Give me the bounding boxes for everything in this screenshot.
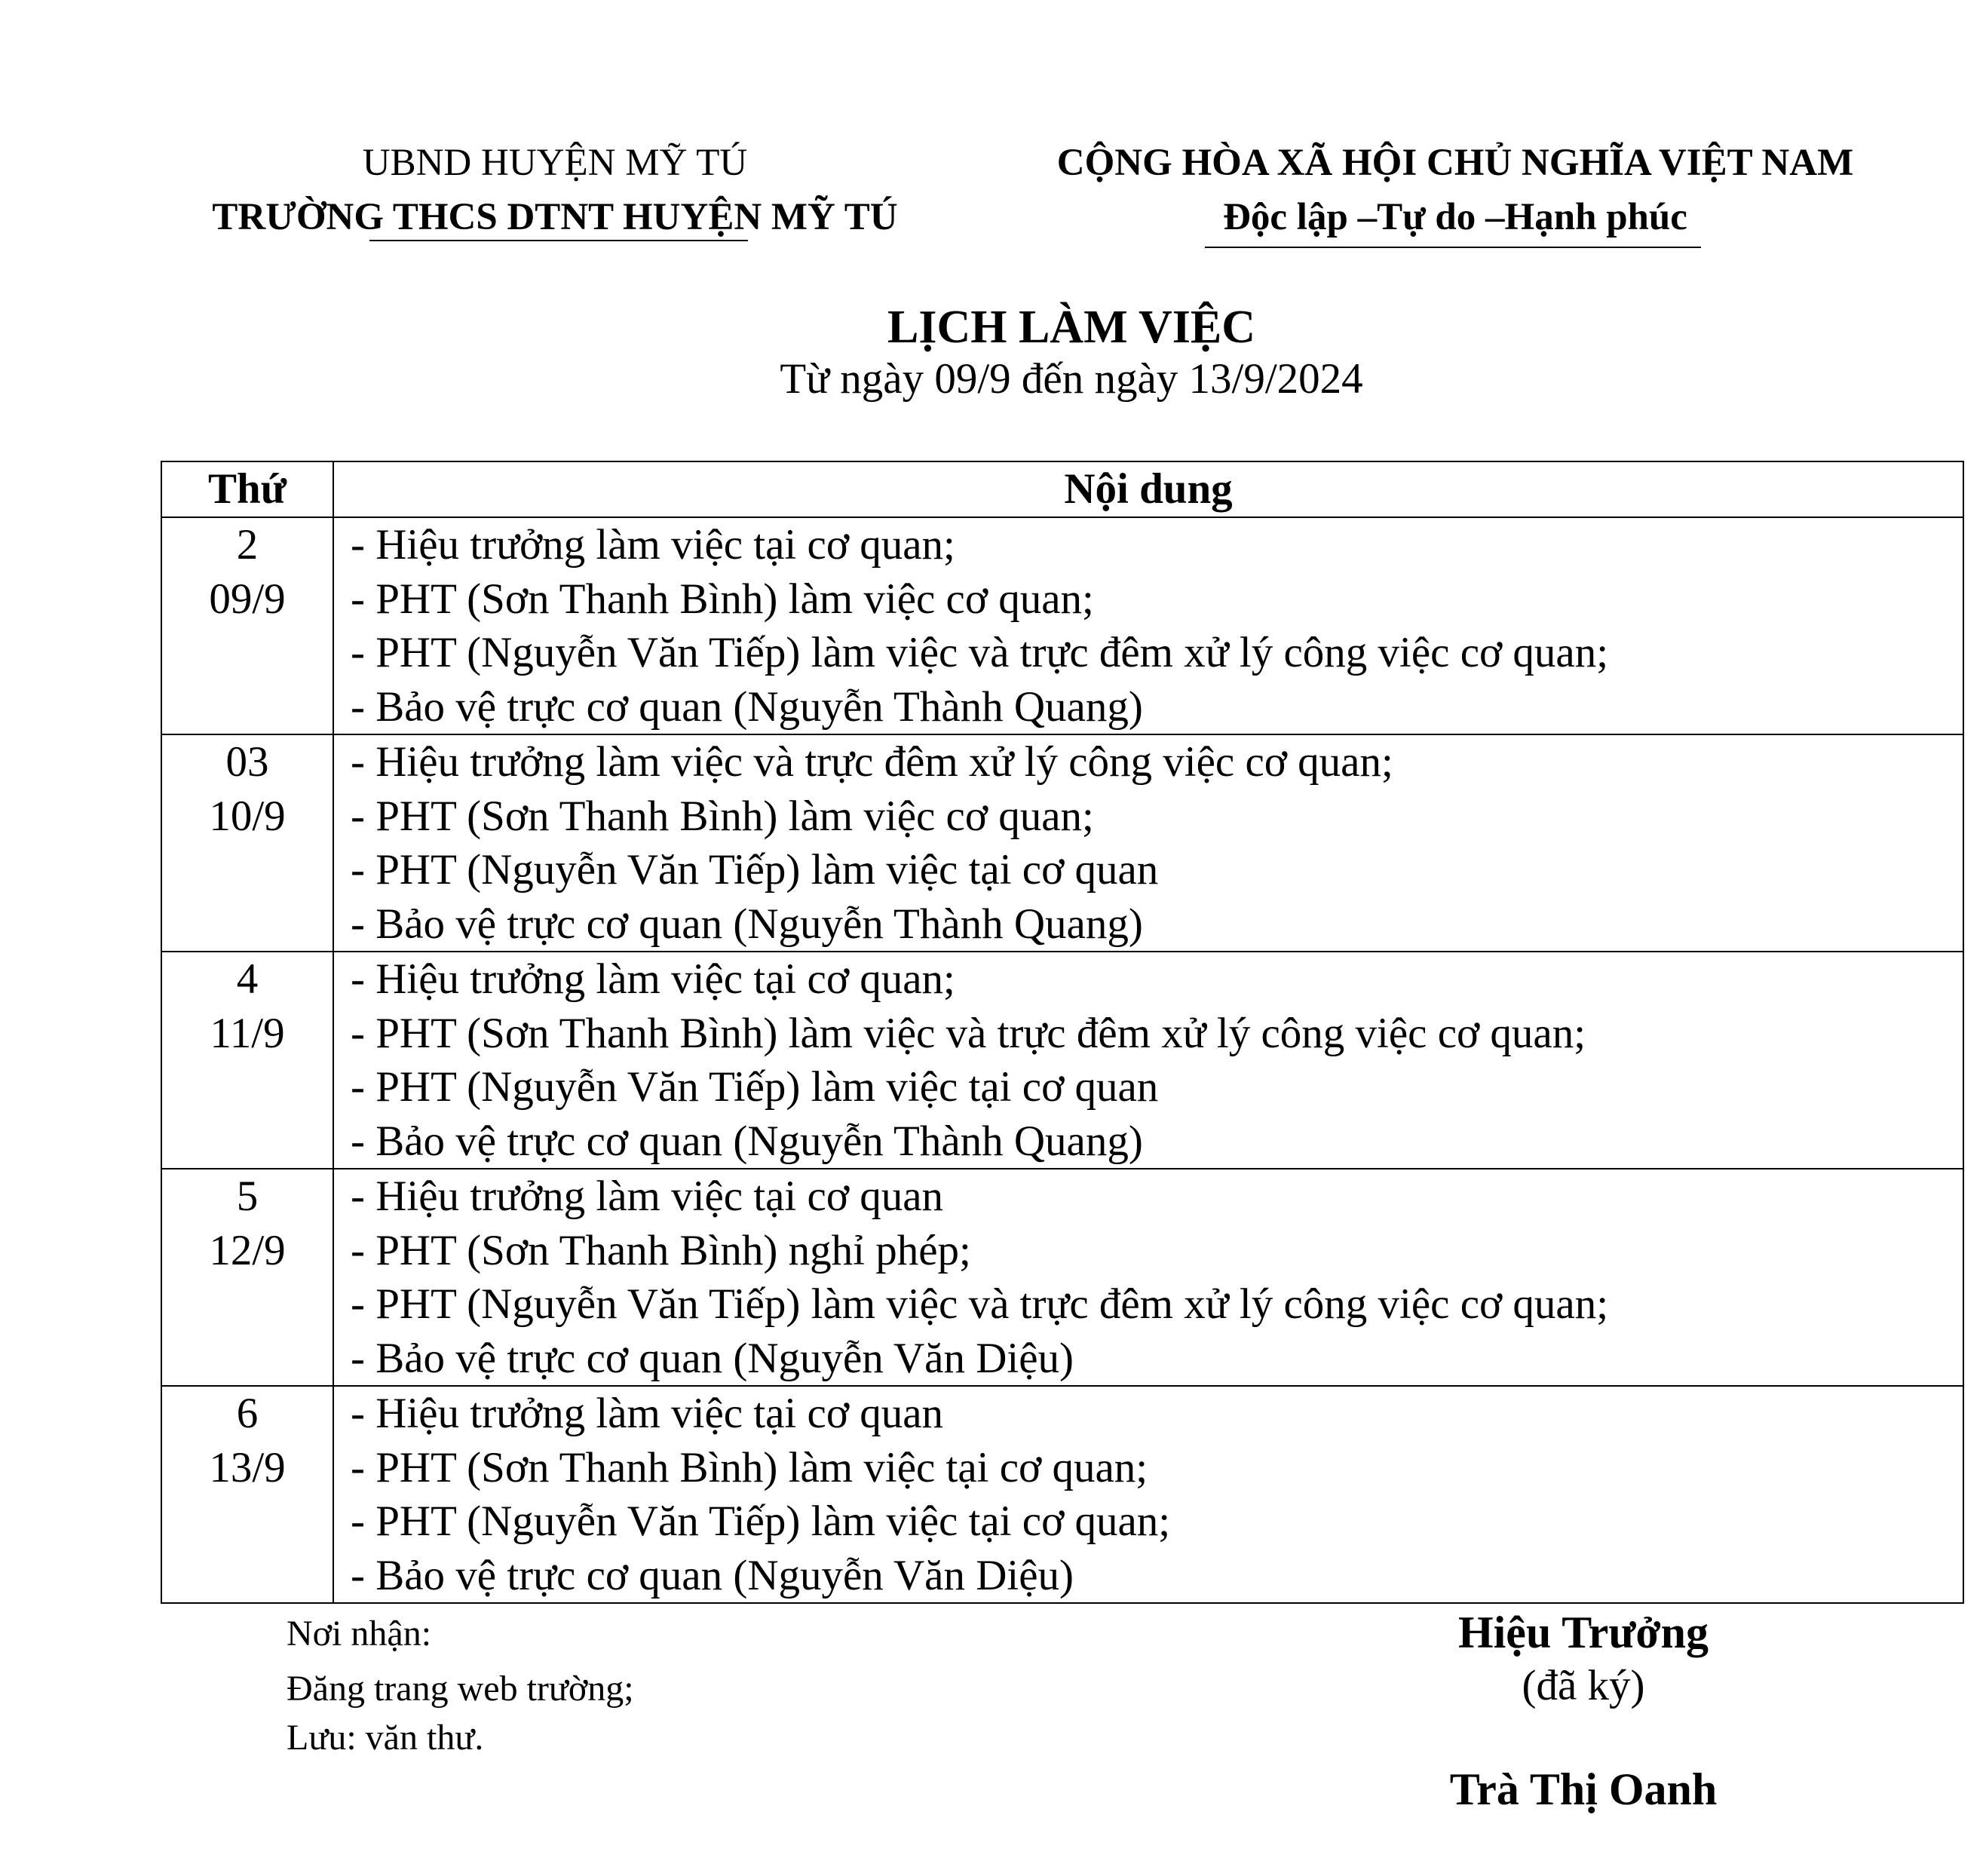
task-item: - PHT (Nguyễn Văn Tiếp) làm việc và trực đêm xử lý công việc cơ quan; xyxy=(351,629,1609,676)
task-item: - Bảo vệ trực cơ quan (Nguyễn Thành Quang) xyxy=(351,682,1143,731)
schedule-table xyxy=(161,461,1964,1604)
day-cell xyxy=(161,952,333,1169)
day-date: 09/9 xyxy=(209,575,286,623)
recipient-item: Đăng trang web trường; xyxy=(287,1669,634,1709)
task-item: - Hiệu trưởng làm việc tại cơ quan xyxy=(351,1390,944,1437)
table-row xyxy=(161,952,1963,1169)
content-cell xyxy=(333,1386,1963,1603)
content-cell xyxy=(333,734,1963,952)
task-item: - PHT (Nguyễn Văn Tiếp) làm việc và trực đêm xử lý công việc cơ quan; xyxy=(351,1280,1609,1328)
task-item: - Hiệu trưởng làm việc tại cơ quan xyxy=(351,1172,944,1220)
task-item: - Bảo vệ trực cơ quan (Nguyễn Thành Quang) xyxy=(351,900,1143,948)
signer-title: Hiệu Trưởng xyxy=(1457,1608,1709,1657)
task-item: - PHT (Sơn Thanh Bình) làm việc cơ quan; xyxy=(351,792,1094,840)
recipient-item: Lưu: văn thư. xyxy=(287,1718,484,1758)
table-header-row xyxy=(161,461,1963,517)
school-name: TRƯỜNG THCS DTNT HUYỆN MỸ TÚ xyxy=(212,196,898,238)
document-title: LỊCH LÀM VIỆC xyxy=(887,302,1256,353)
task-item: - Hiệu trưởng làm việc tại cơ quan; xyxy=(351,521,955,569)
task-item: - PHT (Sơn Thanh Bình) làm việc cơ quan; xyxy=(351,575,1094,623)
school-name-underline xyxy=(369,240,748,241)
content-cell xyxy=(333,1169,1963,1386)
recipients-label: Nơi nhận: xyxy=(287,1614,432,1654)
task-item: - PHT (Sơn Thanh Bình) làm việc tại cơ quan; xyxy=(351,1443,1148,1491)
day-cell xyxy=(161,517,333,734)
content-cell xyxy=(333,952,1963,1169)
day-date: 11/9 xyxy=(210,1009,285,1057)
day-cell xyxy=(161,1169,333,1386)
task-item: - Bảo vệ trực cơ quan (Nguyễn Văn Diệu) xyxy=(351,1551,1074,1599)
day-cell xyxy=(161,734,333,952)
day-number: 5 xyxy=(236,1172,259,1220)
task-item: - Hiệu trưởng làm việc và trực đêm xử lý công việc cơ quan; xyxy=(351,738,1393,786)
task-item: - PHT (Nguyễn Văn Tiếp) làm việc tại cơ quan xyxy=(351,1063,1159,1111)
day-number: 2 xyxy=(236,521,259,569)
national-motto: Độc lập –Tự do –Hạnh phúc xyxy=(1223,196,1687,238)
signed-note: (đã ký) xyxy=(1522,1662,1645,1709)
task-item: - PHT (Nguyễn Văn Tiếp) làm việc tại cơ quan xyxy=(351,846,1159,894)
day-date: 10/9 xyxy=(209,792,286,840)
day-number: 6 xyxy=(236,1390,259,1437)
day-date: 12/9 xyxy=(209,1226,286,1274)
task-item: - PHT (Sơn Thanh Bình) nghỉ phép; xyxy=(351,1226,971,1274)
content-cell xyxy=(333,517,1963,734)
task-item: - Hiệu trưởng làm việc tại cơ quan; xyxy=(351,955,955,1003)
signer-name: Trà Thị Oanh xyxy=(1449,1764,1718,1814)
day-date: 13/9 xyxy=(209,1443,286,1491)
day-cell xyxy=(161,1386,333,1603)
day-number: 4 xyxy=(236,955,259,1003)
table-row xyxy=(161,1169,1963,1386)
day-number: 03 xyxy=(225,738,269,786)
task-item: - PHT (Nguyễn Văn Tiếp) làm việc tại cơ quan; xyxy=(351,1497,1171,1545)
header-day: Thứ xyxy=(161,461,333,517)
document-date-range: Từ ngày 09/9 đến ngày 13/9/2024 xyxy=(780,355,1363,403)
national-title: CỘNG HÒA XÃ HỘI CHỦ NGHĨA VIỆT NAM xyxy=(1056,142,1854,184)
task-item: - Bảo vệ trực cơ quan (Nguyễn Văn Diệu) xyxy=(351,1334,1074,1382)
agency-name: UBND HUYỆN MỸ TÚ xyxy=(362,142,748,184)
task-item: - Bảo vệ trực cơ quan (Nguyễn Thành Quang) xyxy=(351,1117,1143,1165)
task-item: - PHT (Sơn Thanh Bình) làm việc và trực đêm xử lý công việc cơ quan; xyxy=(351,1009,1586,1057)
header-content: Nội dung xyxy=(333,461,1963,517)
table-row xyxy=(161,517,1963,734)
table-row xyxy=(161,1386,1963,1603)
table-row xyxy=(161,734,1963,952)
motto-underline xyxy=(1205,247,1701,248)
